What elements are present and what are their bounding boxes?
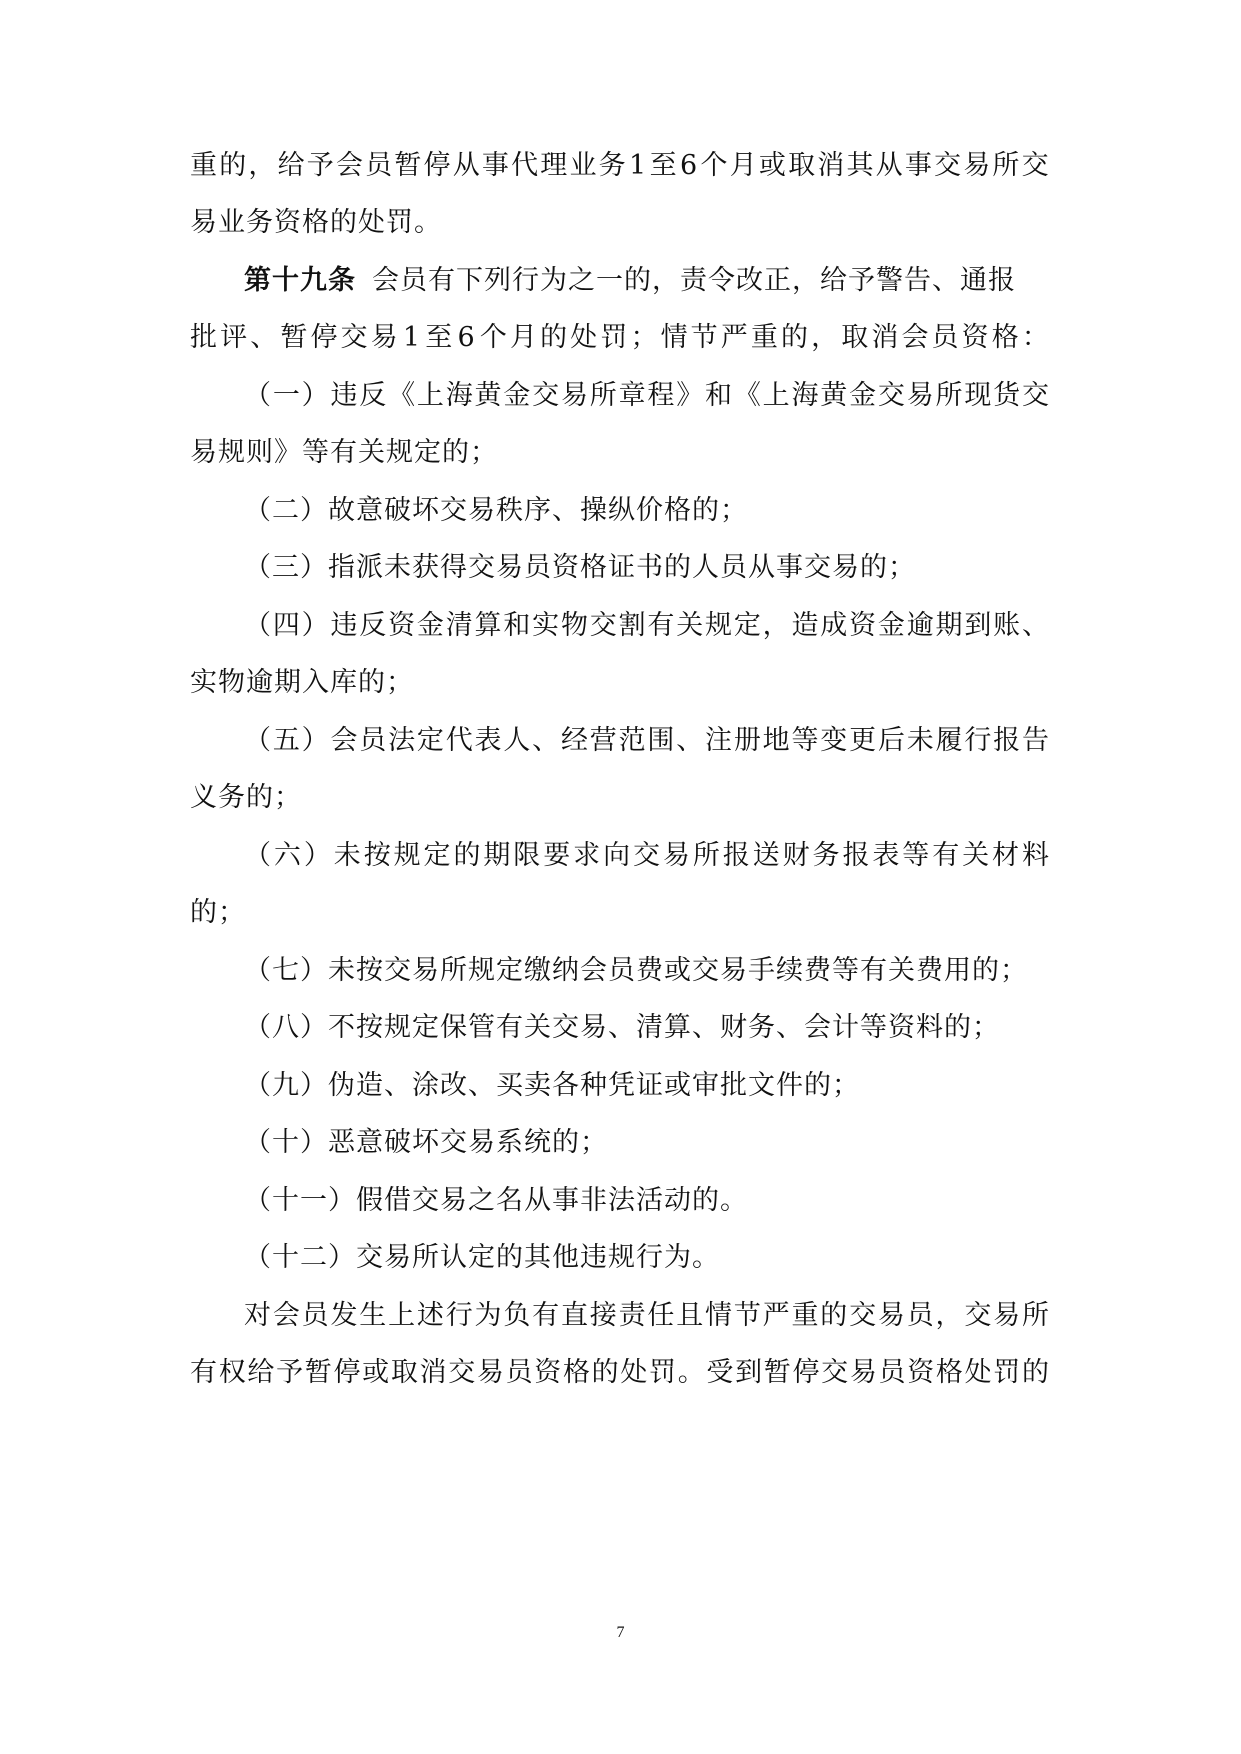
list-item-line: （ 六 ） 未 按 规 定 的 期 限 要 求 向 交 易 所 报 送 财 务 报 表 等 有 关 材 料 <box>244 840 1050 871</box>
paragraph-line: 对 会 员 发 生 上 述 行 为 负 有 直 接 责 任 且 情 节 严 重 的 交 易 员 ， 交 易 所 <box>244 1300 1050 1331</box>
list-item-line: （ 一 ） 违 反 《 上 海 黄 金 交 易 所 章 程 》 和 《 上 海 黄 金 交 易 所 现 货 交 <box>244 380 1050 411</box>
paragraph-line: 有 权 给 予 暂 停 或 取 消 交 易 员 资 格 的 处 罚 。 受 到 暂 停 交 易 员 资 格 处 罚 的 <box>190 1357 1050 1388</box>
list-item-line: （二）故意破坏交易秩序、操纵价格的； <box>244 495 748 526</box>
paragraph-line: 批 评 、 暂 停 交 易 1 至 6 个 月 的 处 罚 ； 情 节 严 重 的 ， 取 消 会 员 资 格 ： <box>190 322 1050 353</box>
list-item-line: （十）恶意破坏交易系统的； <box>244 1127 608 1158</box>
list-item-line: （十一）假借交易之名从事非法活动的。 <box>244 1185 748 1216</box>
list-item-line: 的； <box>190 897 246 928</box>
list-item-line: （九）伪造、涂改、买卖各种凭证或审批文件的； <box>244 1070 860 1101</box>
article-19-first-line <box>244 261 1050 301</box>
paragraph-line: 易业务资格的处罚。 <box>190 207 442 238</box>
list-item-line: （ 五 ） 会 员 法 定 代 表 人 、 经 营 范 围 、 注 册 地 等 变 更 后 未 履 行 报 告 <box>244 725 1050 756</box>
list-item-line: 义务的； <box>190 782 302 813</box>
list-item-line: 实物逾期入库的； <box>190 667 414 698</box>
list-item-line: （十二）交易所认定的其他违规行为。 <box>244 1242 720 1273</box>
article-heading: 第十九条 <box>244 265 356 296</box>
list-item-line: （三）指派未获得交易员资格证书的人员从事交易的； <box>244 552 916 583</box>
paragraph-line: 重 的 ， 给 予 会 员 暂 停 从 事 代 理 业 务 1 至 6 个 月 或 取 消 其 从 事 交 易 所 交 <box>190 150 1050 181</box>
page-number: 7 <box>616 1624 625 1641</box>
list-item-line: （七）未按交易所规定缴纳会员费或交易手续费等有关费用的； <box>244 955 1028 986</box>
list-item-line: （ 四 ） 违 反 资 金 清 算 和 实 物 交 割 有 关 规 定 ， 造 成 资 金 逾 期 到 账 、 <box>244 610 1050 641</box>
article-text: 会员有下列行为之一的，责令改正，给予警告、通报 <box>372 265 1016 296</box>
list-item-line: 易规则》等有关规定的； <box>190 437 498 468</box>
list-item-line: （八）不按规定保管有关交易、清算、财务、会计等资料的； <box>244 1012 1000 1043</box>
